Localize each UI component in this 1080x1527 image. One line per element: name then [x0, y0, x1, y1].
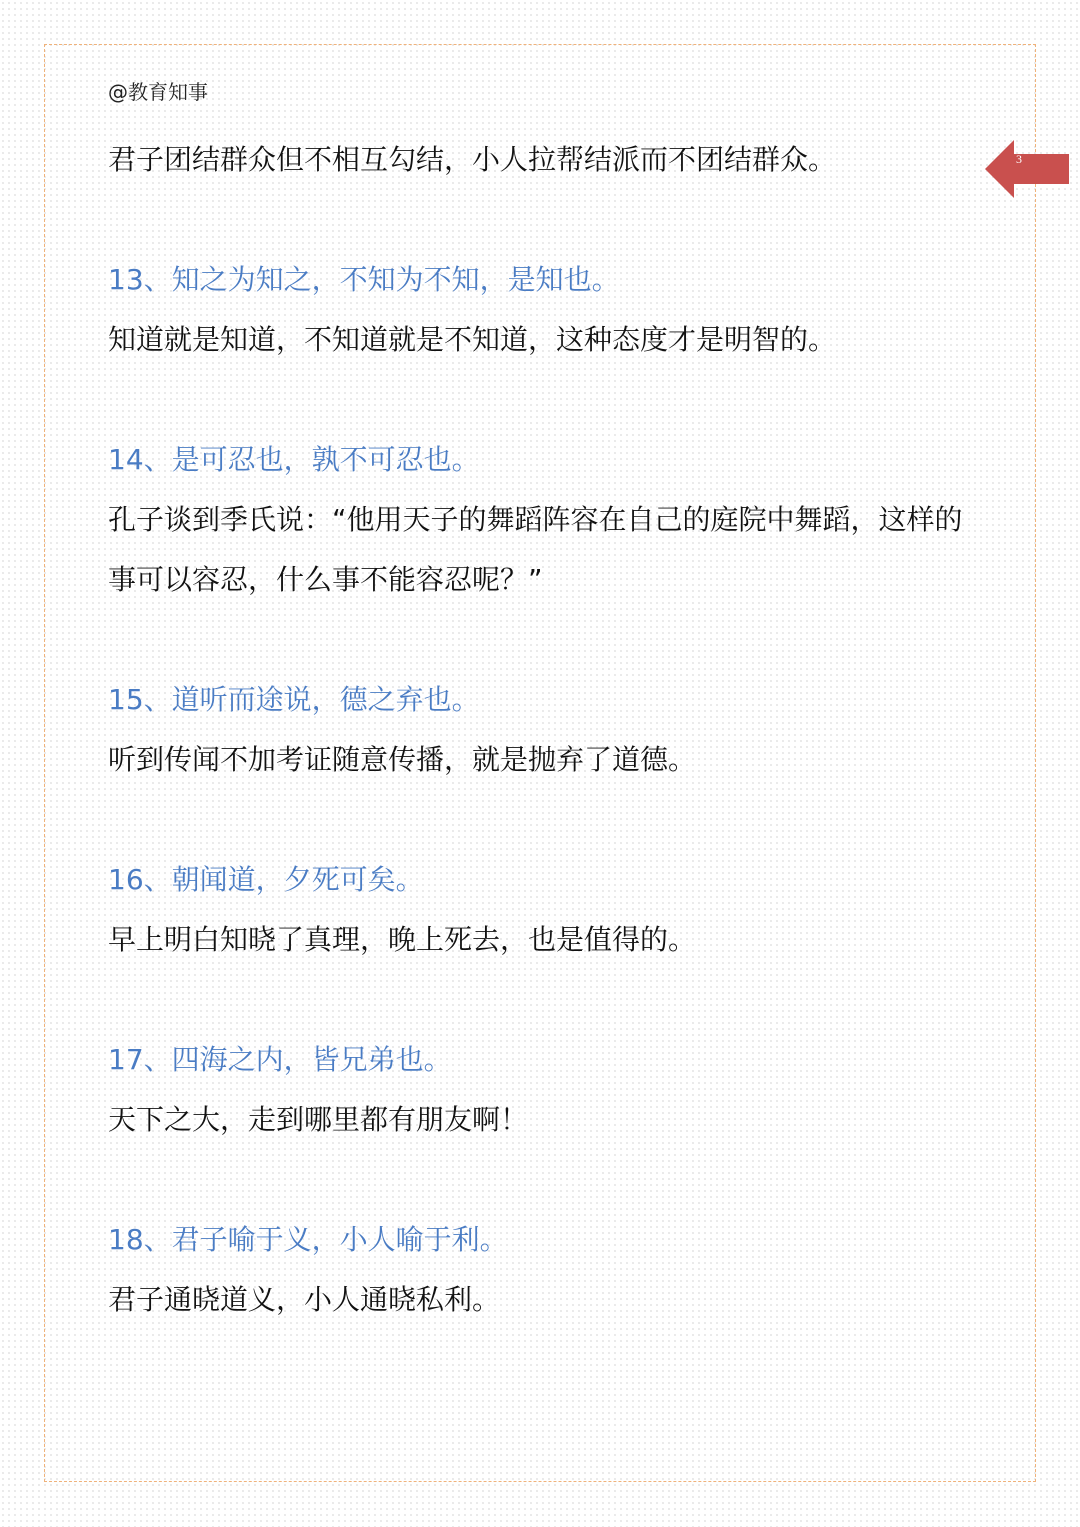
page-marker-arrow-icon [985, 140, 1069, 198]
quote: 15、道听而途说，德之弃也。 [108, 683, 480, 716]
content [108, 130, 988, 1330]
quote: 18、君子喻于义，小人喻于利。 [108, 1223, 508, 1256]
explanation: 早上明白知晓了真理，晚上死去，也是值得的。 [108, 923, 697, 956]
entry-15 [108, 670, 988, 790]
entry-13 [108, 250, 988, 370]
explanation: 听到传闻不加考证随意传播，就是抛弃了道德。 [108, 743, 697, 776]
explanation: 君子通晓道义，小人通晓私利。 [108, 1283, 501, 1316]
explanation: 知道就是知道，不知道就是不知道，这种态度才是明智的。 [108, 323, 837, 356]
quote: 16、朝闻道，夕死可矣。 [108, 863, 424, 896]
explanation: 孔子谈到季氏说：“他用天子的舞蹈阵容在自己的庭院中舞蹈，这样的事可以容忍，什么事不能容忍呢？” [108, 503, 963, 596]
entry-18 [108, 1210, 988, 1330]
quote: 17、四海之内，皆兄弟也。 [108, 1043, 452, 1076]
watermark: @教育知事 [108, 80, 208, 104]
intro-explanation: 君子团结群众但不相互勾结，小人拉帮结派而不团结群众。 [108, 143, 837, 176]
left-arrow-icon [985, 140, 1069, 198]
explanation: 天下之大，走到哪里都有朋友啊！ [108, 1103, 529, 1136]
quote: 13、知之为知之，不知为不知，是知也。 [108, 263, 620, 296]
entry-16 [108, 850, 988, 970]
quote: 14、是可忍也，孰不可忍也。 [108, 443, 480, 476]
entry-17 [108, 1030, 988, 1150]
page-number: 3 [1016, 152, 1022, 166]
entry-14 [108, 430, 988, 610]
